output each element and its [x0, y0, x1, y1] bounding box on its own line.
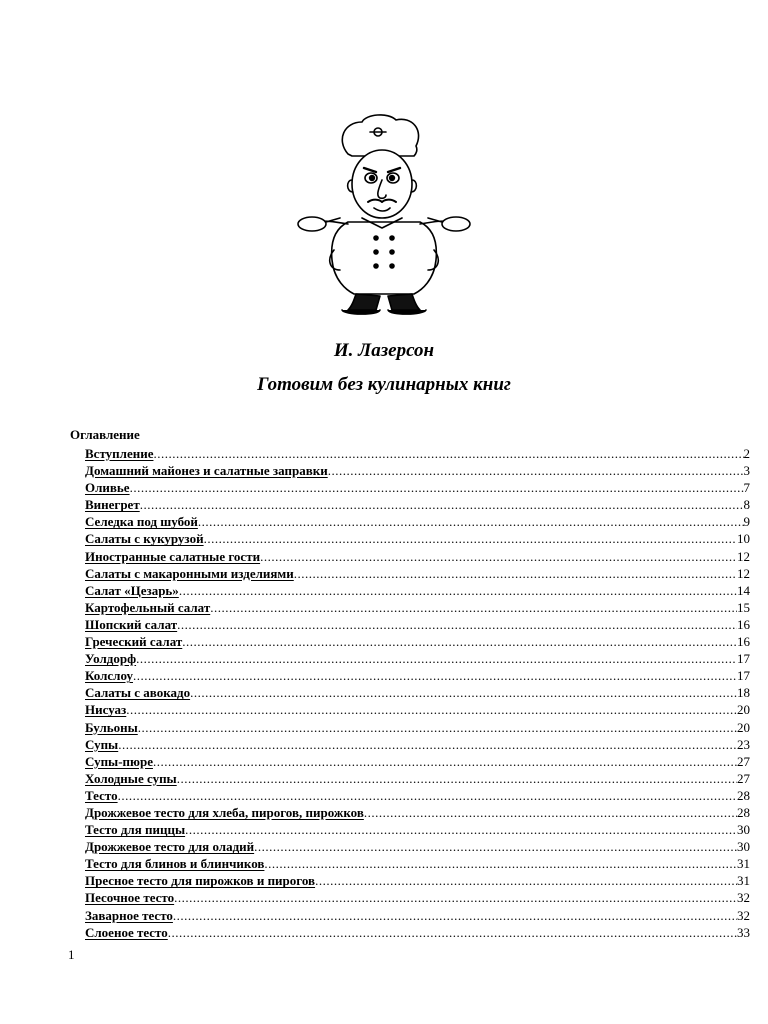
toc-entry[interactable] — [85, 445, 750, 462]
toc-entry-label[interactable]: Вступление — [85, 446, 154, 461]
toc-leader-dots — [210, 599, 737, 616]
toc-entry-page: 7 — [743, 480, 750, 496]
toc-entry-page: 9 — [743, 514, 750, 530]
toc-heading: Оглавление — [70, 427, 140, 442]
toc-entry[interactable] — [85, 684, 750, 701]
toc-entry-label[interactable]: Тесто для блинов и блинчиков — [85, 856, 265, 872]
toc-entry-label[interactable]: Супы-пюре — [85, 753, 153, 769]
toc-entry-page: 28 — [737, 787, 750, 803]
toc-entry-label[interactable]: Слоеное тесто — [85, 924, 168, 940]
toc-leader-dots — [254, 838, 737, 855]
toc-leader-dots — [136, 650, 737, 667]
toc-leader-dots — [364, 804, 737, 821]
toc-entry[interactable] — [85, 787, 750, 804]
toc-entry-label[interactable]: Греческий салат — [85, 634, 183, 650]
toc-entry-page: 14 — [737, 582, 750, 598]
toc-entry-page: 30 — [737, 839, 750, 855]
toc-entry[interactable] — [85, 650, 750, 667]
toc-entry-page: 16 — [737, 616, 750, 632]
toc-entry-label[interactable]: Тесто для пиццы — [85, 822, 186, 838]
toc-entry[interactable] — [85, 582, 750, 599]
toc-entry-page: 32 — [737, 890, 750, 906]
toc-entry-page: 27 — [737, 770, 750, 786]
toc-leader-dots — [328, 462, 744, 479]
toc-entry-label[interactable]: Бульоны — [85, 719, 138, 735]
toc-entry-page: 12 — [737, 548, 750, 564]
toc-entry[interactable] — [85, 719, 750, 736]
toc-entry[interactable] — [85, 872, 750, 889]
toc-leader-dots — [130, 479, 744, 496]
toc-leader-dots — [179, 582, 737, 599]
toc-entry[interactable] — [85, 479, 750, 496]
toc-entry-label[interactable]: Заварное тесто — [85, 907, 173, 923]
toc-entry[interactable] — [85, 924, 750, 941]
toc-entry-page: 2 — [743, 446, 750, 461]
toc-entry-label[interactable]: Домашний майонез и салатные заправки — [85, 463, 328, 479]
toc-entry[interactable] — [85, 701, 750, 718]
toc-leader-dots — [168, 924, 737, 941]
toc-entry-label[interactable]: Картофельный салат — [85, 599, 211, 615]
toc-entry-page: 17 — [737, 668, 750, 684]
toc-entry-label[interactable]: Шопский салат — [85, 616, 178, 632]
toc-leader-dots — [177, 616, 737, 633]
toc-leader-dots — [190, 684, 737, 701]
toc-entry[interactable] — [85, 548, 750, 565]
toc-entry[interactable] — [85, 804, 750, 821]
toc-entry-page: 20 — [737, 719, 750, 735]
toc-entry-page: 23 — [737, 736, 750, 752]
toc-entry[interactable] — [85, 599, 750, 616]
toc-entry-label[interactable]: Песочное тесто — [85, 890, 175, 906]
toc-leader-dots — [198, 513, 744, 530]
toc-entry[interactable] — [85, 633, 750, 650]
toc-entry[interactable] — [85, 667, 750, 684]
toc-entry-label[interactable]: Дрожжевое тесто для оладий — [85, 839, 255, 855]
toc-leader-dots — [118, 787, 737, 804]
toc-entry-page: 8 — [743, 497, 750, 513]
toc-leader-dots — [185, 821, 737, 838]
toc-entry-page: 20 — [737, 702, 750, 718]
toc-leader-dots — [174, 889, 737, 906]
table-of-contents — [85, 445, 750, 941]
toc-entry[interactable] — [85, 855, 750, 872]
toc-leader-dots — [153, 753, 737, 770]
chef-illustration — [296, 110, 472, 316]
toc-entry-label[interactable]: Нисуаз — [85, 702, 127, 718]
toc-entry-page: 32 — [737, 907, 750, 923]
toc-leader-dots — [177, 770, 737, 787]
toc-entry-label[interactable]: Винегрет — [85, 497, 140, 513]
toc-entry-label[interactable]: Салаты с кукурузой — [85, 531, 204, 547]
toc-entry[interactable] — [85, 838, 750, 855]
page-number: 1 — [68, 947, 75, 962]
toc-entry[interactable] — [85, 770, 750, 787]
toc-entry-label[interactable]: Салаты с макаронными изделиями — [85, 565, 294, 581]
toc-leader-dots — [173, 907, 737, 924]
toc-leader-dots — [315, 872, 737, 889]
toc-entry-label[interactable]: Уолдорф — [85, 651, 137, 667]
toc-entry-page: 30 — [737, 822, 750, 838]
toc-entry-label[interactable]: Иностранные салатные гости — [85, 548, 261, 564]
toc-entry-label[interactable]: Супы — [85, 736, 119, 752]
toc-leader-dots — [118, 736, 737, 753]
toc-entry[interactable] — [85, 565, 750, 582]
toc-entry-label[interactable]: Колслоу — [85, 668, 133, 684]
toc-leader-dots — [133, 667, 737, 684]
toc-leader-dots — [294, 565, 737, 582]
toc-leader-dots — [153, 445, 743, 462]
toc-entry[interactable] — [85, 616, 750, 633]
toc-entry-label[interactable]: Салат «Цезарь» — [85, 582, 179, 598]
toc-entry-page: 27 — [737, 753, 750, 769]
toc-entry-page: 12 — [737, 565, 750, 581]
toc-entry[interactable] — [85, 821, 750, 838]
toc-leader-dots — [264, 855, 737, 872]
toc-leader-dots — [182, 633, 737, 650]
toc-entry-page: 18 — [737, 685, 750, 701]
toc-entry-label[interactable]: Селедка под шубой — [85, 514, 198, 530]
toc-entry[interactable] — [85, 753, 750, 770]
toc-entry-page: 31 — [737, 856, 750, 872]
toc-leader-dots — [204, 530, 737, 547]
toc-entry-page: 17 — [737, 651, 750, 667]
toc-leader-dots — [140, 496, 744, 513]
toc-entry[interactable] — [85, 736, 750, 753]
toc-leader-dots — [260, 548, 737, 565]
toc-entry-page: 15 — [737, 599, 750, 615]
toc-entry-label[interactable]: Салаты с авокадо — [85, 685, 191, 701]
toc-entry-page: 16 — [737, 634, 750, 650]
toc-entry-label[interactable]: Холодные супы — [85, 770, 177, 786]
toc-entry-label[interactable]: Дрожжевое тесто для хлеба, пирогов, пирожков — [85, 804, 364, 820]
book-title: Готовим без кулинарных книг — [257, 374, 511, 395]
toc-entry-page: 10 — [737, 531, 750, 547]
toc-leader-dots — [138, 719, 737, 736]
toc-entry[interactable] — [85, 889, 750, 906]
toc-entry-label[interactable]: Тесто — [85, 787, 118, 803]
toc-entry-label[interactable]: Оливье — [85, 480, 130, 496]
toc-entry[interactable] — [85, 907, 750, 924]
toc-entry-page: 3 — [743, 463, 750, 479]
toc-leader-dots — [126, 701, 737, 718]
toc-entry[interactable] — [85, 496, 750, 513]
author-name: И. Лазерсон — [333, 340, 435, 361]
toc-entry[interactable] — [85, 513, 750, 530]
toc-entry-page: 31 — [737, 873, 750, 889]
toc-entry[interactable] — [85, 530, 750, 547]
toc-entry-label[interactable]: Пресное тесто для пирожков и пирогов — [85, 873, 316, 889]
toc-entry-page: 28 — [737, 804, 750, 820]
toc-entry-page: 33 — [737, 924, 750, 940]
toc-entry[interactable] — [85, 462, 750, 479]
